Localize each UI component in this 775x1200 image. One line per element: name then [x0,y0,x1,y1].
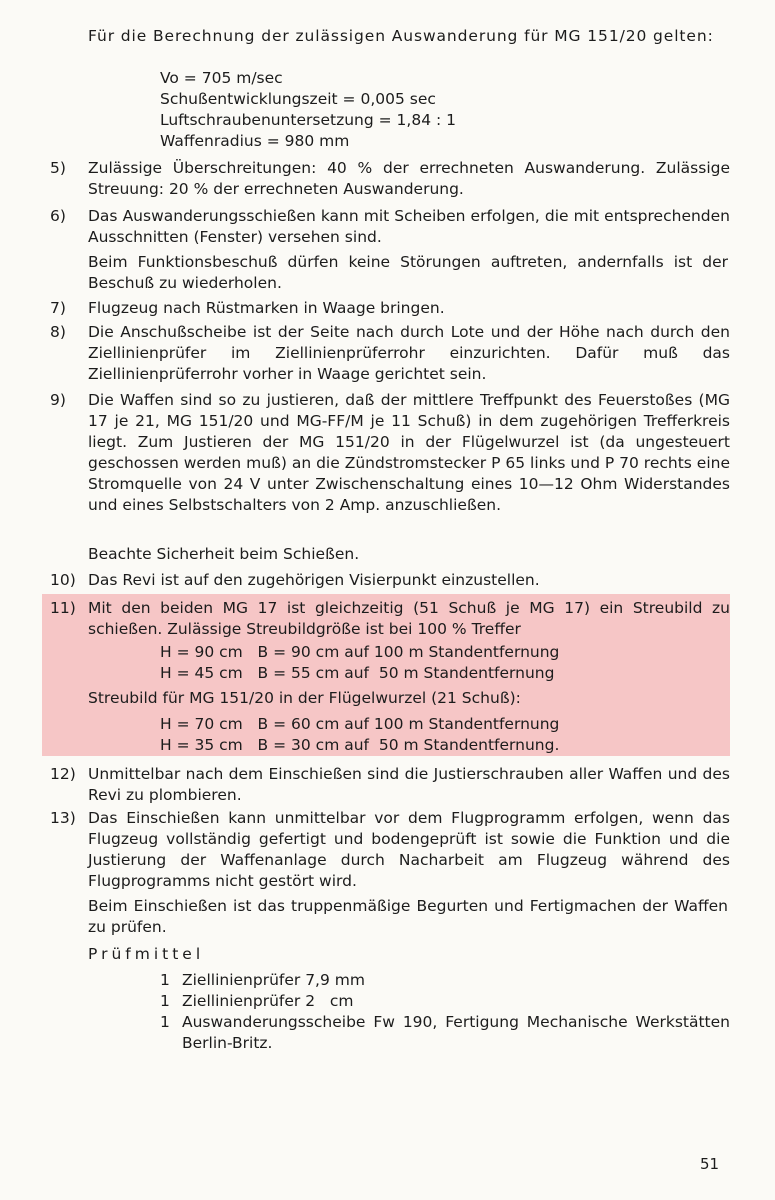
item-6-extra: Beim Funktionsbeschuß dürfen keine Störungen auftreten, andernfalls ist der Beschuß zu wiederholen. [88,253,728,292]
item-9-extra: Beachte Sicherheit beim Schießen. [88,545,360,563]
item-text: Die Waffen sind so zu justieren, daß der mittlere Treffpunkt des Feuerstoßes (MG 17 je 21, MG 151/20 und MG-FF/M je 11 Schuß) in dem zugehörigen Trefferkreis liegt. Zum Justieren der MG 151/20 in der Flügelwurzel ist (da ungesteuert geschossen werden muß) an die Zündstromstecker P 65 links und P 70 rechts eine Stromquelle von 24 V unter Zwischenschaltung eines 10—12 Ohm Widerstandes und eines Selbstschalters von 2 Amp. anzuschließen. [88,391,730,514]
item-text: Mit den beiden MG 17 ist gleichzeitig (51 Schuß je MG 17) ein Streubild zu schießen. Zulässige Streubildgröße ist bei 100 % Treffer [88,599,730,638]
item-number: 7) [50,299,66,317]
value-vo: Vo = 705 m/sec [160,69,283,87]
item-12 [50,764,730,806]
list-item-qty: 1 [160,971,170,989]
intro-line: Für die Berechnung der zulässigen Auswanderung für MG 151/20 gelten: [88,27,714,45]
value-luftschraubenuntersetzung: Luftschraubenuntersetzung = 1,84 : 1 [160,111,456,129]
value-waffenradius: Waffenradius = 980 mm [160,132,350,150]
item-11-rows-a [160,642,559,684]
item-8 [50,322,730,385]
item-11 [50,598,730,640]
list-item-text: Auswanderungsscheibe Fw 190, Fertigung Mechanische Werkstätten Berlin-Britz. [182,1013,730,1052]
item-5 [50,158,730,200]
item-13-extra: Beim Einschießen ist das truppenmäßige Begurten und Fertigmachen der Waffen zu prüfen. [88,897,728,936]
value-schussentwicklungszeit: Schußentwicklungszeit = 0,005 sec [160,90,436,108]
item-number: 12) [50,765,76,783]
list-item [160,1012,730,1054]
pruefmittel-title: Prüfmittel [88,945,205,963]
streubild-row: H = 45 cm B = 55 cm auf 50 m Standentfernung [160,664,555,682]
streubild-row: H = 70 cm B = 60 cm auf 100 m Standentfernung [160,715,560,733]
item-10 [50,570,730,591]
item-number: 5) [50,159,66,177]
item-number: 9) [50,391,66,409]
item-number: 11) [50,599,76,617]
item-number: 10) [50,571,76,589]
list-item-text: Ziellinienprüfer 2 cm [182,992,354,1010]
list-item [160,991,730,1012]
item-number: 6) [50,207,66,225]
item-number: 8) [50,323,66,341]
list-item-qty: 1 [160,992,170,1010]
item-11-sub: Streubild für MG 151/20 in der Flügelwurzel (21 Schuß): [88,689,521,707]
item-number: 13) [50,809,76,827]
streubild-row: H = 35 cm B = 30 cm auf 50 m Standentfernung. [160,736,560,754]
item-13 [50,808,730,892]
item-text: Unmittelbar nach dem Einschießen sind die Justierschrauben aller Waffen und des Revi zu plombieren. [88,765,730,804]
item-text: Die Anschußscheibe ist der Seite nach durch Lote und der Höhe nach durch den Ziellinienprüfer im Ziellinienprüferrohr einzurichten. Dafür muß das Ziellinienprüferrohr vorher in Waage gerichtet sein. [88,323,730,383]
pruefmittel-list [160,970,730,1054]
list-item [160,970,730,991]
item-text: Das Revi ist auf den zugehörigen Visierpunkt einzustellen. [88,571,540,589]
intro-values [160,68,456,152]
page-number: 51 [700,1155,720,1173]
item-11-rows-b [160,714,559,756]
item-9 [50,390,730,516]
item-text: Das Auswanderungsschießen kann mit Scheiben erfolgen, die mit entsprechenden Ausschnitten (Fenster) versehen sind. [88,207,730,246]
item-text: Zulässige Überschreitungen: 40 % der errechneten Auswanderung. Zulässige Streuung: 20 % der errechneten Auswanderung. [88,159,730,198]
streubild-row: H = 90 cm B = 90 cm auf 100 m Standentfernung [160,643,560,661]
item-text: Flugzeug nach Rüstmarken in Waage bringen. [88,299,445,317]
list-item-qty: 1 [160,1013,170,1031]
item-text: Das Einschießen kann unmittelbar vor dem Flugprogramm erfolgen, wenn das Flugzeug vollständig gefertigt und bodengeprüft ist sowie die Funktion und die Justierung der Waffenanlage durch Nacharbeit am Flugzeug während des Flugprogramms nicht gestört wird. [88,809,730,890]
list-item-text: Ziellinienprüfer 7,9 mm [182,971,365,989]
item-7 [50,298,730,319]
item-6 [50,206,730,248]
